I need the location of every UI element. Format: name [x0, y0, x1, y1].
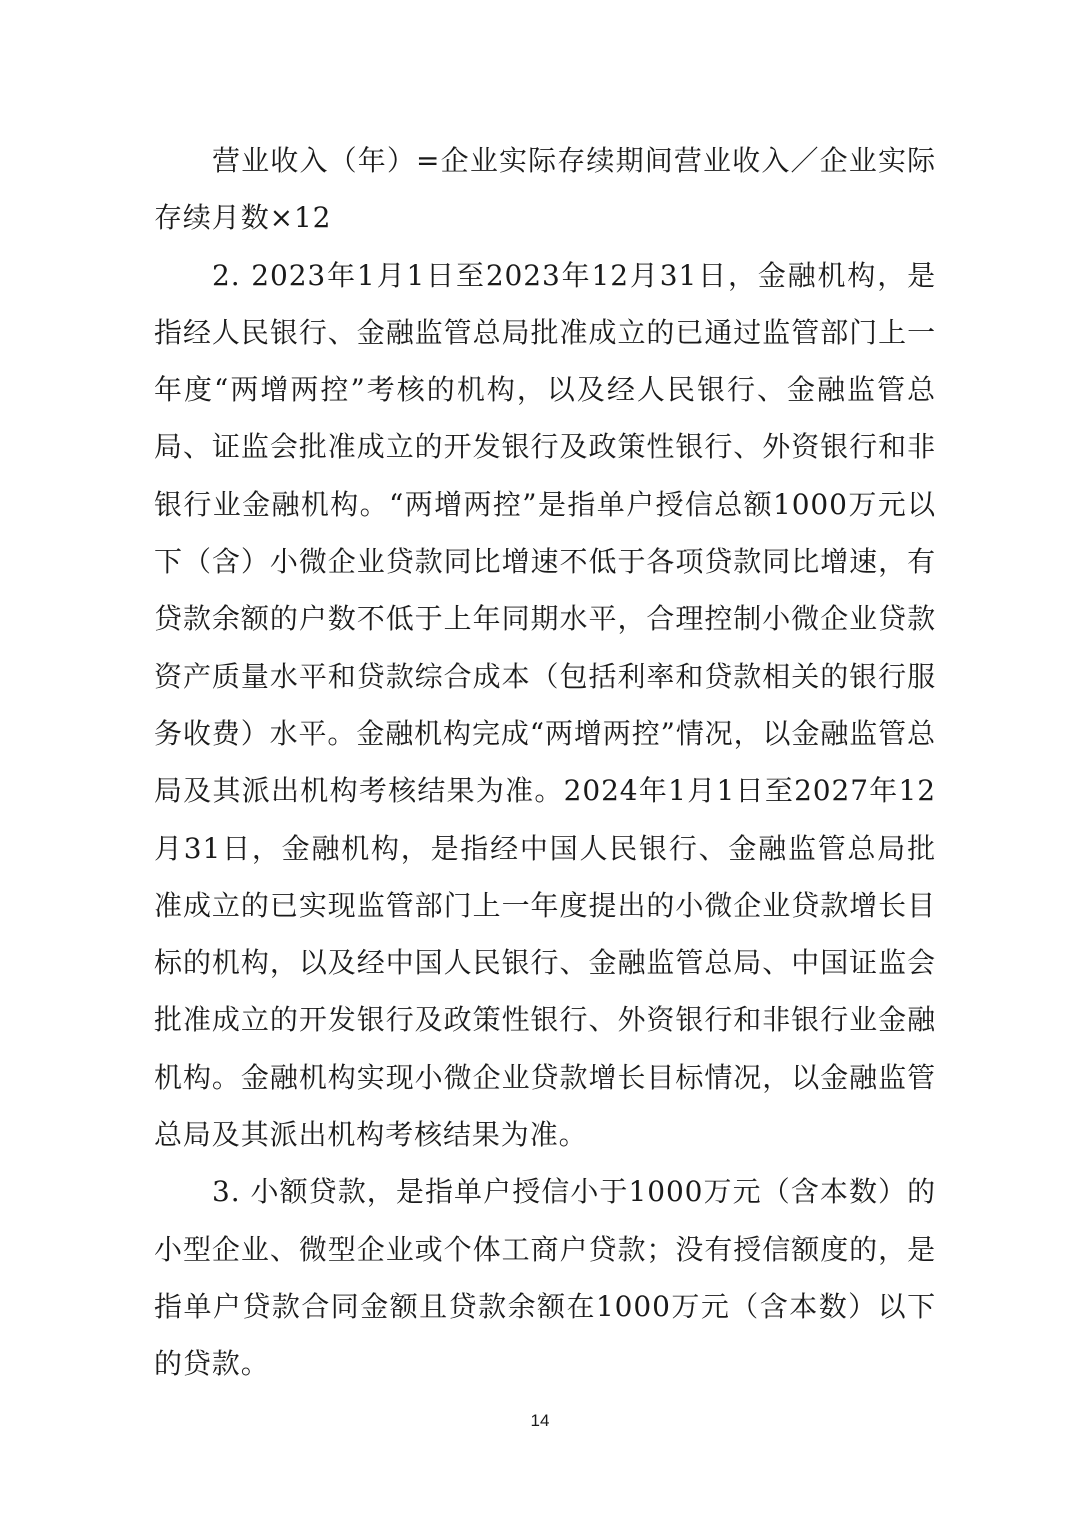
paragraph-revenue-formula: 营业收入（年）=企业实际存续期间营业收入／企业实际存续月数×12: [154, 144, 936, 235]
paragraph-small-loan-definition: 3. 小额贷款，是指单户授信小于1000万元（含本数）的小型企业、微型企业或个体工商户贷款；没有授信额度的，是指单户贷款合同金额且贷款余额在1000万元（含本数）以下的贷款。: [154, 1175, 936, 1381]
page-number: 14: [530, 1411, 550, 1430]
body-text: [154, 132, 936, 1393]
paragraph-financial-institution-definition: 2. 2023年1月1日至2023年12月31日，金融机构，是指经人民银行、金融监管总局批准成立的已通过监管部门上一年度“两增两控”考核的机构，以及经人民银行、金融监管总局、证监会批准成立的开发银行及政策性银行、外资银行和非银行业金融机构。“两增两控”是指单户授信总额1000万元以下（含）小微企业贷款同比增速不低于各项贷款同比增速，有贷款余额的户数不低于上年同期水平，合理控制小微企业贷款资产质量水平和贷款综合成本（包括利率和贷款相关的银行服务收费）水平。金融机构完成“两增两控”情况，以金融监管总局及其派出机构考核结果为准。2024年1月1日至2027年12月31日，金融机构，是指经中国人民银行、金融监管总局批准成立的已实现监管部门上一年度提出的小微企业贷款增长目标的机构，以及经中国人民银行、金融监管总局、中国证监会批准成立的开发银行及政策性银行、外资银行和非银行业金融机构。金融机构实现小微企业贷款增长目标情况，以金融监管总局及其派出机构考核结果为准。: [154, 258, 936, 1152]
